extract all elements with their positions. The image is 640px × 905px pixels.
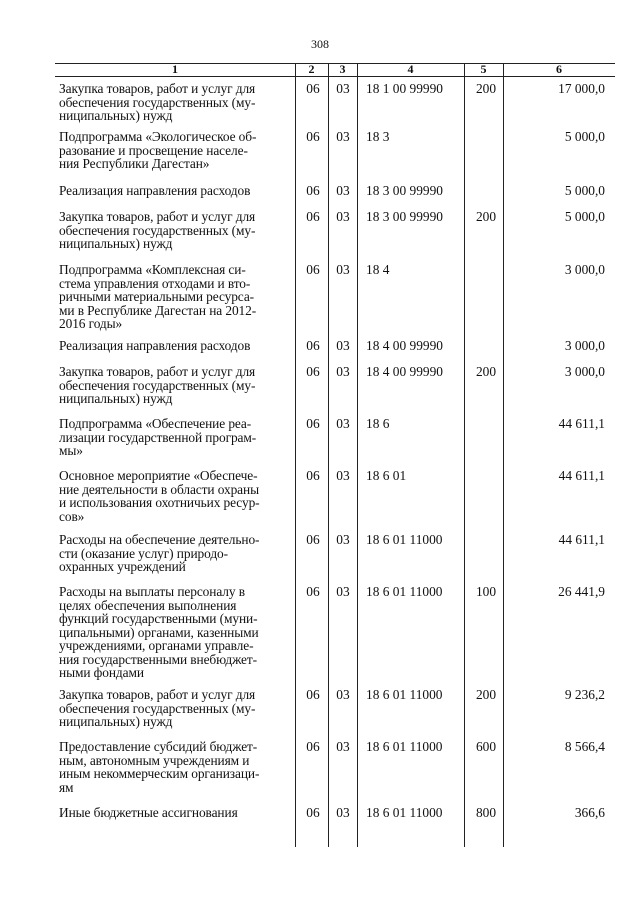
section-code: 06 [306,338,320,353]
expense-type-code: 200 [475,81,497,96]
section-code: 06 [306,805,320,820]
subsection-code: 03 [336,129,350,144]
subsection-code: 03 [336,81,350,96]
target-article-code: 18 6 01 11000 [366,532,443,547]
section-code: 06 [306,532,320,547]
expense-type-code: 200 [475,687,497,702]
description-line: ния государственными внебюджет- [59,651,258,667]
amount: 17 000,0 [558,81,605,96]
description-line: Подпрограмма «Комплексная си- [59,262,246,277]
description-line: Основное мероприятие «Обеспече- [59,468,258,483]
page-number: 308 [311,37,329,51]
description-line: лизации государственной програм- [59,429,257,445]
subsection-code: 03 [336,468,350,483]
description-line: ричными материальными ресурса- [59,289,255,304]
section-code: 06 [306,209,320,224]
row-description [59,688,291,729]
row-description [59,417,291,458]
section-code: 06 [306,262,320,277]
row-description [59,469,291,523]
amount: 5 000,0 [564,183,605,198]
description-line: сов» [59,508,85,524]
amount: 5 000,0 [564,129,605,144]
description-line: Предоставление субсидий бюджет- [59,739,258,754]
column-header-6: 6 [556,62,562,76]
description-line: обеспечения государственных (му- [59,377,256,393]
amount: 44 611,1 [558,532,605,547]
subsection-code: 03 [336,209,350,224]
description-line: ным, автономным учреждениям и [59,752,250,768]
description-line: обеспечения государственных (му- [59,700,256,716]
description-line: Иные бюджетные ассигнования [59,805,238,820]
section-code: 06 [306,183,320,198]
column-header-1: 1 [172,62,178,76]
description-line: Расходы на выплаты персоналу в [59,584,245,599]
amount: 3 000,0 [564,364,605,379]
description-line: обеспечения государственных (му- [59,94,256,110]
description-line: Подпрограмма «Обеспечение реа- [59,416,252,431]
amount: 5 000,0 [564,209,605,224]
target-article-code: 18 6 01 11000 [366,739,443,754]
section-code: 06 [306,129,320,144]
amount: 44 611,1 [558,416,605,431]
section-code: 06 [306,416,320,431]
description-line: Закупка товаров, работ и услуг для [59,687,256,702]
expense-type-code: 200 [475,209,497,224]
description-line: обеспечения государственных (му- [59,222,256,238]
section-code: 06 [306,364,320,379]
description-line: ми в Республике Дагестан на 2012- [59,302,257,318]
budget-table [55,63,615,847]
column-divider [357,63,358,847]
description-line: Реализация направления расходов [59,183,251,198]
subsection-code: 03 [336,262,350,277]
description-line: Реализация направления расходов [59,338,251,353]
description-line: Закупка товаров, работ и услуг для [59,209,256,224]
row-description [59,263,291,331]
row-description [59,210,291,251]
description-line: разование и просвещение населе- [59,142,248,158]
row-description [59,365,291,406]
description-line: Подпрограмма «Экологическое об- [59,129,257,144]
subsection-code: 03 [336,584,350,599]
description-line: ными фондами [59,665,144,680]
row-description [59,339,291,353]
target-article-code: 18 1 00 99990 [366,81,443,96]
section-code: 06 [306,468,320,483]
section-code: 06 [306,739,320,754]
section-code: 06 [306,687,320,702]
column-divider [503,63,504,847]
row-description [59,806,291,820]
expense-type-code: 600 [475,739,497,754]
description-line: функций государственными (муни- [59,611,258,626]
description-line: сти (оказание услуг) природо- [59,545,228,561]
description-line: ниципальных) нужд [59,714,173,729]
description-line: ниципальных) нужд [59,391,173,406]
column-divider [328,63,329,847]
target-article-code: 18 4 [366,262,390,277]
amount: 8 566,4 [564,739,605,754]
description-line: Закупка товаров, работ и услуг для [59,364,256,379]
target-article-code: 18 3 00 99990 [366,183,443,198]
description-line: мы» [59,443,83,458]
column-header-4: 4 [407,62,414,76]
subsection-code: 03 [336,364,350,379]
subsection-code: 03 [336,416,350,431]
description-line: и использования охотничьих ресур- [59,495,260,510]
amount: 3 000,0 [564,262,605,277]
target-article-code: 18 6 01 11000 [366,805,443,820]
target-article-code: 18 3 [366,129,390,144]
subsection-code: 03 [336,183,350,198]
target-article-code: 18 4 00 99990 [366,364,443,379]
column-divider [464,63,465,847]
column-header-3: 3 [339,62,346,76]
description-line: ям [59,779,74,795]
target-article-code: 18 6 01 11000 [366,584,443,599]
description-line: охранных учреждений [59,559,186,574]
row-description [59,740,291,794]
description-line: иным некоммерческим организаци- [59,766,260,781]
description-line: Закупка товаров, работ и услуг для [59,81,256,96]
amount: 26 441,9 [558,584,605,599]
column-header-2: 2 [308,62,315,76]
row-description [59,184,291,198]
description-line: ния Республики Дагестан» [59,156,210,171]
description-line: Расходы на обеспечение деятельно- [59,532,260,547]
description-line: стема управления отходами и вто- [59,275,251,291]
section-code: 06 [306,584,320,599]
expense-type-code: 100 [475,584,497,599]
amount: 9 236,2 [564,687,605,702]
target-article-code: 18 6 01 [366,468,407,483]
column-header-5: 5 [480,62,487,76]
target-article-code: 18 4 00 99990 [366,338,443,353]
row-description [59,130,291,171]
subsection-code: 03 [336,532,350,547]
subsection-code: 03 [336,338,350,353]
subsection-code: 03 [336,805,350,820]
expense-type-code: 200 [475,364,497,379]
amount: 44 611,1 [558,468,605,483]
row-description [59,82,291,123]
target-article-code: 18 6 01 11000 [366,687,443,702]
row-description [59,533,291,574]
target-article-code: 18 3 00 99990 [366,209,443,224]
amount: 3 000,0 [564,338,605,353]
target-article-code: 18 6 [366,416,390,431]
expense-type-code: 800 [475,805,497,820]
description-line: ниципальных) нужд [59,108,173,123]
column-divider [295,63,296,847]
amount: 366,6 [574,805,605,820]
description-line: ниципальных) нужд [59,236,173,251]
description-line: ние деятельности в области охраны [59,481,259,497]
description-line: учреждениями, органами управле- [59,638,254,653]
header-bottom-rule [55,76,615,77]
description-line: целях обеспечения выполнения [59,597,237,613]
subsection-code: 03 [336,739,350,754]
subsection-code: 03 [336,687,350,702]
description-line: ципальными) органами, казенными [59,624,259,640]
row-description [59,585,291,680]
section-code: 06 [306,81,320,96]
description-line: 2016 годы» [59,316,123,331]
